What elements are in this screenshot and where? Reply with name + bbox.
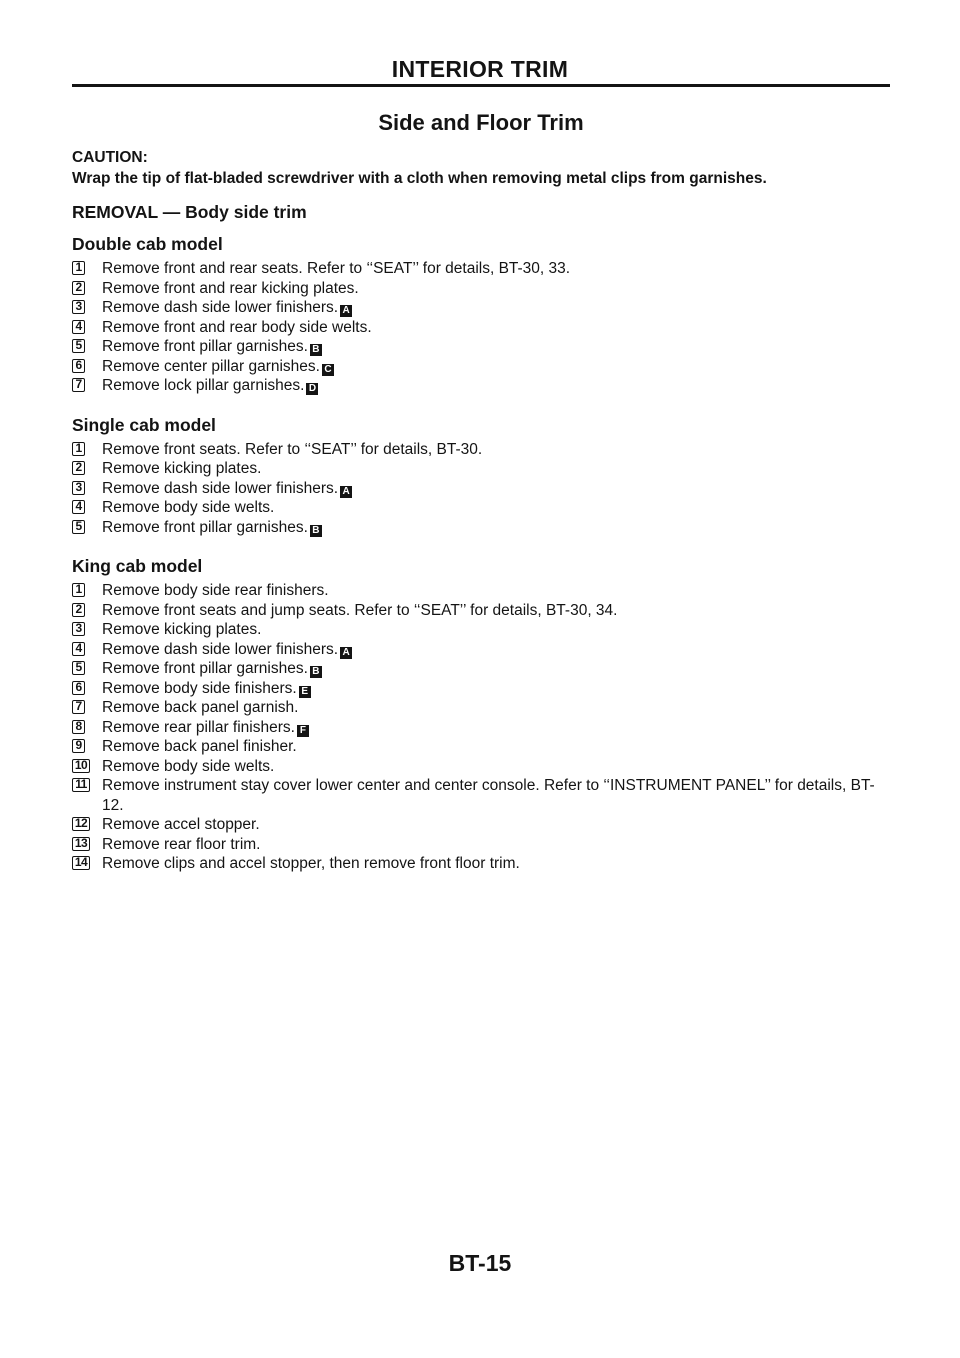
step-text: Remove kicking plates. <box>102 460 262 477</box>
figure-reference-badge: B <box>310 525 322 537</box>
step-item <box>72 279 890 299</box>
step-item <box>72 357 890 377</box>
step-number <box>72 261 85 275</box>
step-number-text: 5 <box>75 338 82 352</box>
step-number-text: 1 <box>75 440 82 455</box>
king-cab-steps <box>72 581 890 874</box>
step-number-text: 5 <box>75 660 82 674</box>
step-number <box>72 320 85 334</box>
step-number-text: 2 <box>75 460 82 474</box>
single-cab-steps <box>72 440 890 538</box>
step-number <box>72 778 90 792</box>
header-divider <box>72 84 890 87</box>
step-number <box>72 520 85 534</box>
step-number <box>72 378 85 392</box>
single-cab-title: Single cab model <box>72 414 216 435</box>
step-number <box>72 603 85 617</box>
step-number-text: 13 <box>74 835 88 850</box>
double-cab-title: Double cab model <box>72 234 223 254</box>
step-number-text: 2 <box>75 279 82 294</box>
step-number-text: 4 <box>75 499 82 513</box>
step-number <box>72 681 85 695</box>
step-number-text: 4 <box>75 318 82 333</box>
step-item <box>72 679 890 699</box>
step-number-text: 5 <box>75 518 82 533</box>
step-text: Remove dash side lower finishers. <box>102 299 339 316</box>
step-number-text: 12 <box>74 816 88 830</box>
step-item <box>72 581 890 601</box>
step-text: Remove back panel garnish. <box>102 699 299 716</box>
figure-reference-badge: A <box>340 486 352 498</box>
figure-reference-badge: F <box>297 725 309 737</box>
step-text: Remove dash side lower finishers. <box>102 479 339 497</box>
step-number-text: 6 <box>75 357 82 372</box>
step-item <box>72 737 890 757</box>
step-item <box>72 601 890 621</box>
step-item <box>72 718 890 738</box>
step-number-text: 3 <box>75 621 82 635</box>
step-text: Remove front and rear kicking plates. <box>102 279 359 297</box>
step-text: Remove kicking plates. <box>102 621 262 638</box>
step-text: Remove lock pillar garnishes. <box>102 377 305 394</box>
step-item <box>72 698 890 718</box>
double-cab-steps <box>72 259 890 396</box>
figure-reference-badge: E <box>299 686 311 698</box>
step-number-text: 14 <box>74 855 88 869</box>
page-title: Side and Floor Trim <box>378 110 584 135</box>
step-number <box>72 500 85 514</box>
step-text: Remove body side finishers. <box>102 679 297 697</box>
step-number <box>72 720 85 734</box>
step-number-text: 10 <box>74 757 88 772</box>
step-text: Remove accel stopper. <box>102 816 260 833</box>
step-number-text: 1 <box>75 260 82 274</box>
step-item <box>72 376 890 396</box>
step-item <box>72 459 890 479</box>
step-number <box>72 837 90 851</box>
step-text: Remove front and rear body side welts. <box>102 318 372 336</box>
caution-text: Wrap the tip of flat-bladed screwdriver with a cloth when removing metal clips from garnishes. <box>72 170 767 187</box>
step-number <box>72 622 85 636</box>
step-number-text: 6 <box>75 679 82 694</box>
step-number <box>72 300 85 314</box>
step-text: Remove front seats. Refer to ‘‘SEAT’’ for details, BT-30. <box>102 440 483 458</box>
step-number <box>72 481 85 495</box>
step-number <box>72 461 85 475</box>
step-number-text: 9 <box>75 738 82 752</box>
figure-reference-badge: B <box>310 666 322 678</box>
step-number <box>72 583 85 597</box>
step-item <box>72 518 890 538</box>
step-number <box>72 759 90 773</box>
step-number <box>72 359 85 373</box>
step-number <box>72 442 85 456</box>
step-text: Remove front pillar garnishes. <box>102 660 308 677</box>
step-number-text: 11 <box>75 777 87 791</box>
figure-reference-badge: C <box>322 364 334 376</box>
step-item <box>72 498 890 518</box>
step-text: Remove body side welts. <box>102 499 275 516</box>
step-number <box>72 856 90 870</box>
step-number <box>72 642 85 656</box>
caution-label: CAUTION: <box>72 149 148 166</box>
step-number <box>72 281 85 295</box>
step-number-text: 2 <box>75 601 82 616</box>
step-number-text: 3 <box>75 479 82 494</box>
step-text: Remove front pillar garnishes. <box>102 518 308 536</box>
page-content <box>72 110 890 874</box>
step-item <box>72 337 890 357</box>
step-item <box>72 776 890 815</box>
step-text: Remove rear pillar finishers. <box>102 718 295 736</box>
step-text: Remove body side rear finishers. <box>102 582 329 599</box>
section-header-title: INTERIOR TRIM <box>391 56 569 82</box>
step-text: Remove dash side lower finishers. <box>102 640 339 658</box>
step-text: Remove clips and accel stopper, then remove front floor trim. <box>102 855 520 872</box>
step-number-text: 7 <box>75 377 82 391</box>
step-text: Remove body side welts. <box>102 757 275 775</box>
step-item <box>72 318 890 338</box>
step-text: Remove back panel finisher. <box>102 738 297 755</box>
step-number-text: 3 <box>75 299 82 313</box>
figure-reference-badge: D <box>306 383 318 395</box>
step-text: Remove center pillar garnishes. <box>102 357 320 375</box>
step-item <box>72 298 890 318</box>
step-item <box>72 259 890 279</box>
step-number-text: 4 <box>75 640 82 655</box>
step-text: Remove front pillar garnishes. <box>102 338 308 355</box>
step-item <box>72 815 890 835</box>
step-number <box>72 817 90 831</box>
step-number <box>72 661 85 675</box>
step-item <box>72 854 890 874</box>
step-item <box>72 659 890 679</box>
step-number <box>72 739 85 753</box>
step-item <box>72 440 890 460</box>
step-item <box>72 620 890 640</box>
step-number <box>72 700 85 714</box>
figure-reference-badge: A <box>340 305 352 317</box>
removal-section-title: REMOVAL — Body side trim <box>72 202 307 222</box>
step-number-text: 8 <box>75 718 82 733</box>
figure-reference-badge: A <box>340 647 352 659</box>
step-text: Remove rear floor trim. <box>102 835 261 853</box>
step-item <box>72 479 890 499</box>
figure-reference-badge: B <box>310 344 322 356</box>
step-item <box>72 835 890 855</box>
step-text: Remove instrument stay cover lower center and center console. Refer to ‘‘INSTRUMENT PANEL’’ for details, BT-12. <box>102 777 875 814</box>
step-item <box>72 640 890 660</box>
step-number-text: 7 <box>75 699 82 713</box>
step-text: Remove front and rear seats. Refer to ‘‘SEAT’’ for details, BT-30, 33. <box>102 260 571 277</box>
step-text: Remove front seats and jump seats. Refer to ‘‘SEAT’’ for details, BT-30, 34. <box>102 601 618 619</box>
page-number: BT-15 <box>448 1250 512 1276</box>
step-item <box>72 757 890 777</box>
step-number-text: 1 <box>75 582 82 596</box>
king-cab-title: King cab model <box>72 556 203 576</box>
step-number <box>72 339 85 353</box>
